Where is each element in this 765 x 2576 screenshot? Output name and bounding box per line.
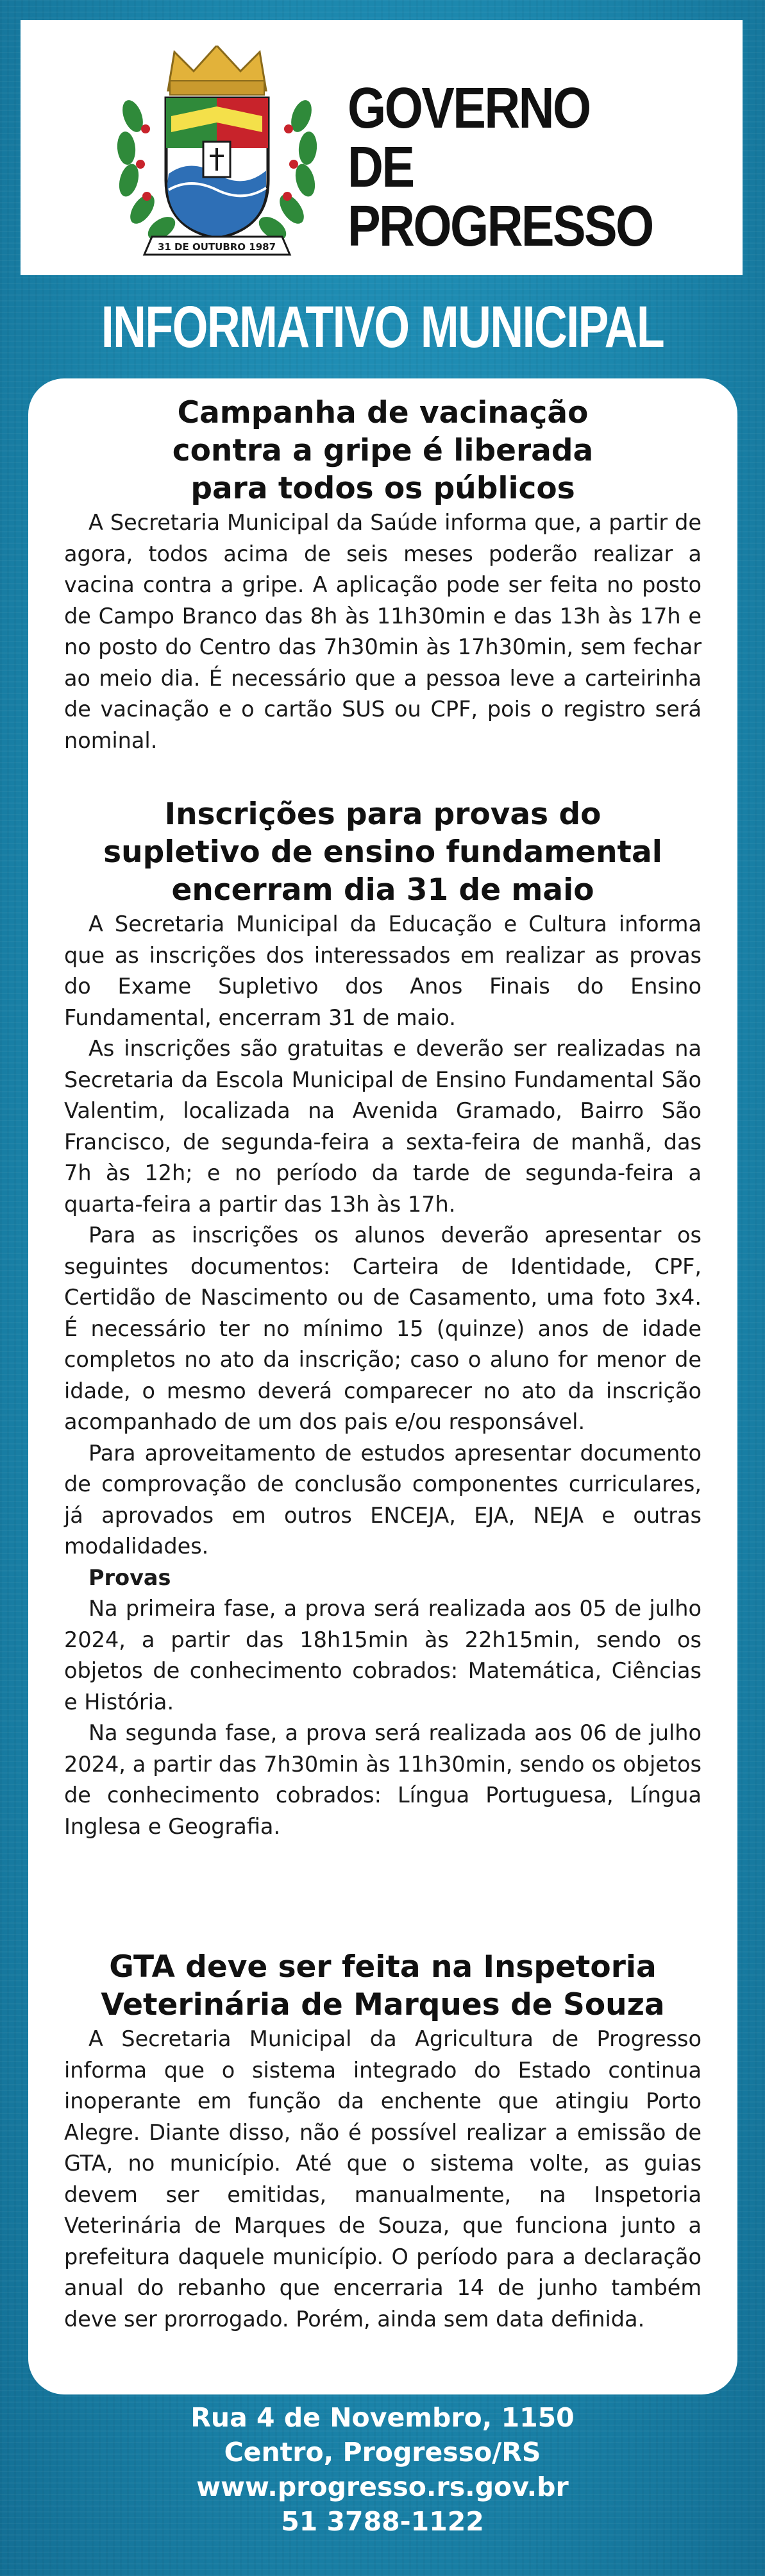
footer-address-line1: Rua 4 de Novembro, 1150: [190, 2402, 575, 2433]
article-body: [64, 507, 702, 756]
government-title: [348, 76, 678, 258]
article-vaccination: [64, 394, 702, 756]
paragraph: A Secretaria Municipal da Saúde informa que, a partir de agora, todos acima de seis meses poderão realizar a vacina contra a gripe. A aplicação pode ser feita no posto de Campo Branco das 8h às 11h30min e das 13h às 17h e no posto do Centro das 7h30min às 17h30min, sem fechar ao meio dia. É necessário que a pessoa leve a carteirinha de vacinação e o cartão SUS ou CPF, pois o registro será nominal.: [64, 510, 702, 753]
paragraph: Na primeira fase, a prova será realizada aos 05 de julho 2024, a partir das 18h15min às 22h15min, sendo os objetos de conhecimento cobrados: Matemática, Ciências e História.: [64, 1596, 702, 1715]
article-body: [64, 909, 702, 1842]
paragraph: A Secretaria Municipal da Educação e Cultura informa que as inscrições dos interessados em realizar as provas do Exame Supletivo dos Anos Finais do Ensino Fundamental, encerram 31 de maio.: [64, 911, 702, 1030]
article-title: GTA deve ser feita na Inspetoria Veterinária de Marques de Souza: [101, 1949, 665, 2022]
article-gta: [64, 1948, 702, 2335]
footer-phone: 51 3788-1122: [281, 2506, 484, 2537]
article-title: Inscrições para provas do supletivo de ensino fundamental encerram dia 31 de maio: [103, 797, 662, 908]
subheading-provas: Provas: [88, 1564, 171, 1590]
government-title-line2: DE PROGRESSO: [348, 135, 653, 258]
paragraph: Para as inscrições os alunos deverão apresentar os seguintes documentos: Carteira de Identidade, CPF, Certidão de Nascimento ou de Casamento, uma foto 3x4. É necessário ter no mínimo 15 (quinze) anos de idade completos no ato da inscrição; caso o aluno for menor de idade, o mesmo deverá comparecer no ato da inscrição acompanhado de um dos pais e/ou responsável.: [64, 1223, 702, 1434]
article-supletivo: [64, 795, 702, 1842]
paragraph: Para aproveitamento de estudos apresentar documento de comprovação de conclusão componentes curriculares, já aprovados em outros ENCEJA, EJA, NEJA e outras modalidades.: [64, 1440, 702, 1559]
paragraph: As inscrições são gratuitas e deverão ser realizadas na Secretaria da Escola Municipal de Ensino Fundamental São Valentim, localizada na Avenida Gramado, Bairro São Francisco, de segunda-feira a sexta-feira de manhã, das 7h às 12h; e no período da tarde de segunda-feira a quarta-feira a partir das 13h às 17h.: [64, 1036, 702, 1217]
government-title-line1: GOVERNO: [348, 76, 590, 140]
header-panel: [21, 20, 743, 275]
crest-ribbon-text: 31 DE OUTUBRO 1987: [157, 241, 276, 253]
paragraph: Na segunda fase, a prova será realizada aos 06 de julho 2024, a partir das 7h30min às 11h30min, sendo os objetos de conhecimento cobrados: Língua Portuguesa, Língua Inglesa e Geografia.: [64, 1720, 702, 1839]
article-body: [64, 2024, 702, 2335]
footer-website-link[interactable]: www.progresso.rs.gov.br: [196, 2471, 569, 2502]
footer-contact: [0, 2400, 765, 2539]
banner-title: INFORMATIVO MUNICIPAL: [101, 294, 664, 360]
news-card: [28, 378, 737, 2394]
paragraph: A Secretaria Municipal da Agricultura de Progresso informa que o sistema integrado do Estado continua inoperante em função da enchente que atingiu Porto Alegre. Diante disso, não é possível realizar a emissão de GTA, no município. Até que o sistema volte, as guias devem ser emitidas, manualmente, na Inspetoria Veterinária de Marques de Souza, que funciona junto a prefeitura daquele município. O período para a declaração anual do rebanho que encerraria 14 de junho também deve ser prorrogado. Porém, ainda sem data definida.: [64, 2026, 702, 2332]
municipal-crest-icon: [107, 46, 327, 263]
article-title: Campanha de vacinação contra a gripe é liberada para todos os públicos: [172, 395, 594, 506]
footer-address-line2: Centro, Progresso/RS: [224, 2437, 541, 2468]
